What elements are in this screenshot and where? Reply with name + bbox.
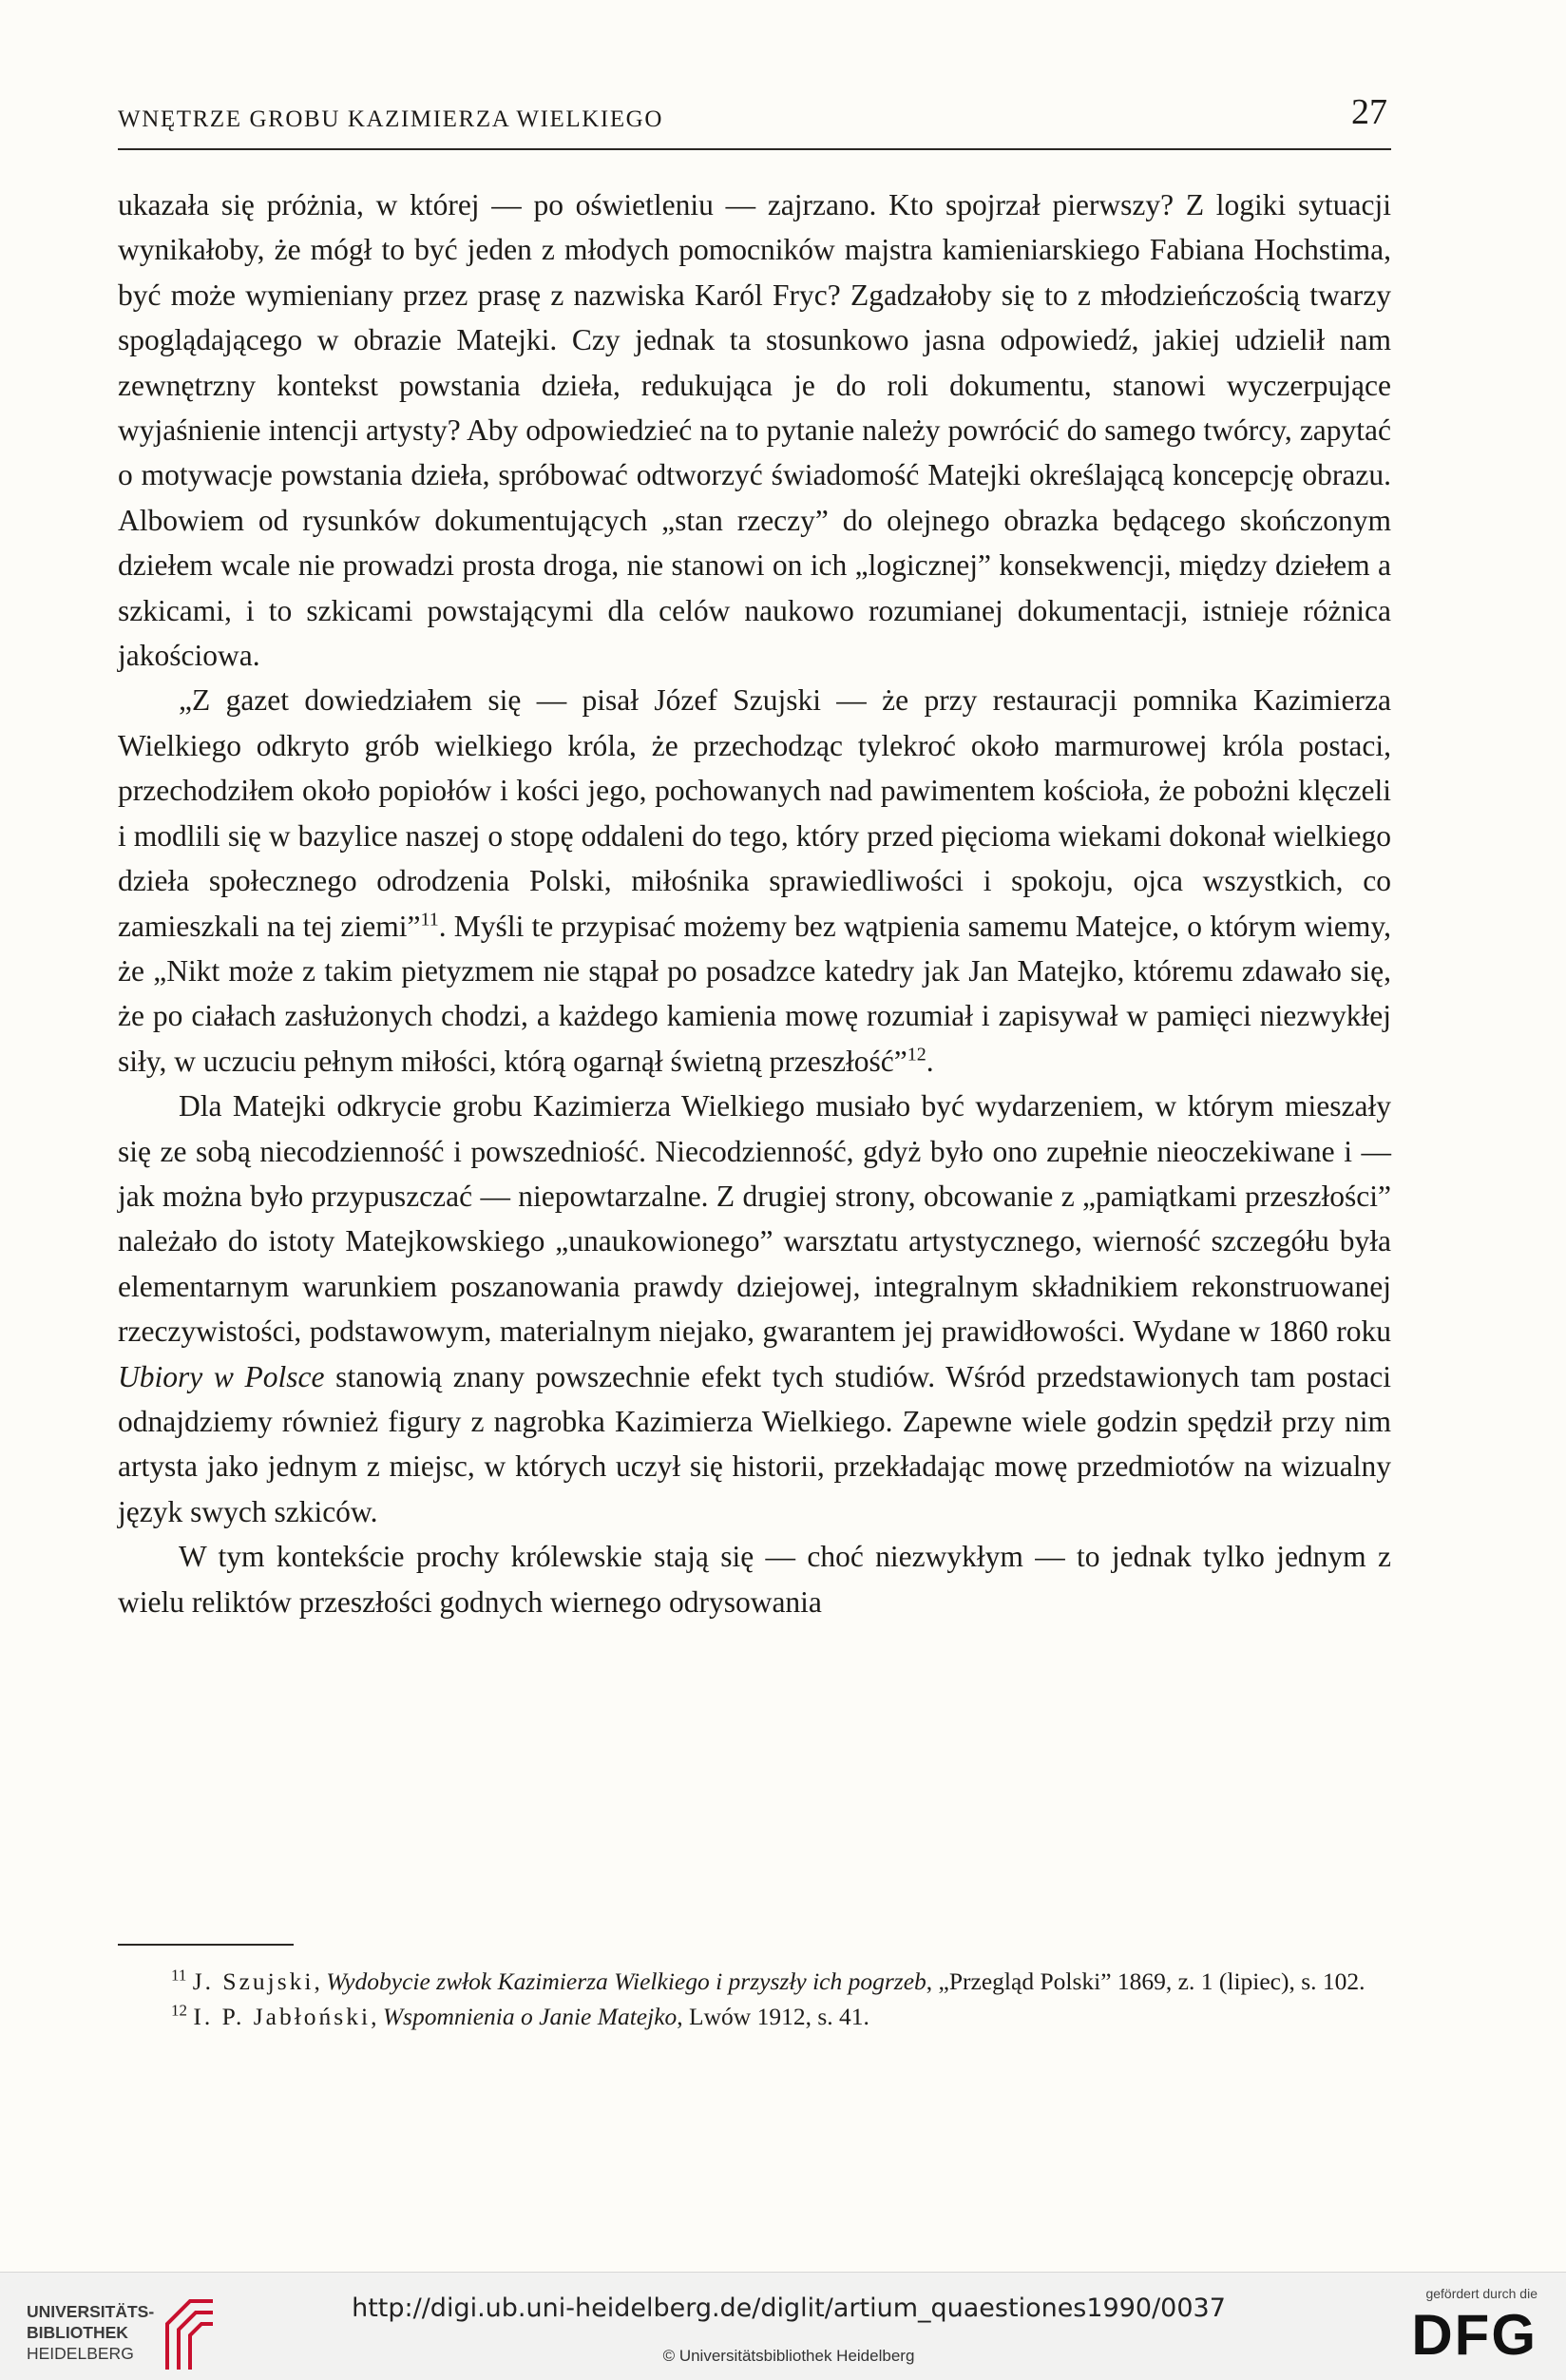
footnote-12: $^{12}$ I. P. Jabłoński, Wspomnienia o Janie Matejko, Lwów 1912, s. 41. (171, 2001, 869, 2030)
permalink-url[interactable]: http://digi.ub.uni-heidelberg.de/diglit/artium_quaestiones1990/0037 (352, 2294, 1226, 2323)
paragraph-4: W tym kontekście prochy królewskie stają się — choć niezwykłym — to jednak tylko jednym z wielu reliktów przeszłości godnych wiernego odrysowania (118, 1540, 1391, 1619)
footnote-number: 11 (171, 1966, 187, 1985)
page-number: 27 (1351, 92, 1387, 132)
dfg-logo[interactable] (1376, 2286, 1537, 2371)
library-name-line-2: BIBLIOTHEK (27, 2323, 128, 2342)
running-title: WNĘTRZE GROBU KAZIMIERZA WIELKIEGO (118, 106, 663, 132)
paragraph-2 (118, 678, 1391, 1084)
library-logo[interactable] (27, 2301, 245, 2371)
footnote-number: 12 (171, 2001, 187, 2020)
copyright-notice: © Universitätsbibliothek Heidelberg (662, 2347, 915, 2365)
paragraph-2-end: . (926, 1044, 934, 1078)
library-name (27, 2301, 154, 2364)
paragraph-2-text-cont: . Myśli te przypisać możemy bez wątpienia samemu Matejce, o którym wiemy, że „Nikt może z takim pietyzmem nie stąpał po posadzce katedry jak Jan Matejko, któremu zdawało się, że po ciałach zasłużonych chodzi, a każdego kamienia mowę rozumiał i zapisywał w pamięci niezwykłej siły, w uczuciu pełnym miłości, którą ogarnął świetną przeszłość” (118, 909, 1391, 1078)
paragraph-3-text: Dla Matejki odkrycie grobu Kazimierza Wielkiego musiało być wydarzeniem, w którym mieszały się ze sobą niecodzienność i powszedniość. Niecodzienność, gdyż było ono zupełnie nieoczekiwane i — jak można było przypuszczać — niepowtarzalne. Z drugiej strony, obcowanie z „pamiątkami przeszłości” należało do istoty Matejkowskiego „unaukowionego” warsztatu artystycznego, wierność szczegółu była elementarnym warunkiem poszanowania prawdy dziejowej, integralnym składnikiem rekonstruowanej rzeczywistości, podstawowym, materialnym niejako, gwarantem jej prawidłowości. Wydane w 1860 roku (118, 1089, 1391, 1349)
paragraph-1: ukazała się próżnia, w której — po oświetleniu — zajrzano. Kto spojrzał pierwszy? Z logiki sytuacji wynikałoby, że mógł to być jeden z młodych pomocników majstra kamieniarskiego Fabiana Hochstima, być może wymieniany przez prasę z nazwiska Karól Fryc? Zgadzałoby się to z młodzieńczością twarzy spoglądającego w obrazie Matejki. Czy jednak ta stosunkowo jasna odpowiedź, jakiej udzielił nam zewnętrzny kontekst powstania dzieła, redukująca je do roli dokumentu, stanowi wyczerpujące wyjaśnienie intencji artysty? Aby odpowiedzieć na to pytanie należy powrócić do samego twórcy, zapytać o motywacje powstania dzieła, spróbować odtworzyć świadomość Matejki określającą koncepcję obrazu. Albowiem od rysunków dokumentujących „stan rzeczy” do olejnego obrazka będącego skończonym dziełem wcale nie prowadzi prosta droga, nie stanowi on ich „logicznej” konsekwencji, między dziełem a szkicami, i to szkicami powstającymi dla celów naukowo rozumianej dokumentacji, istnieje różnica jakościowa. (118, 188, 1391, 673)
funding-caption: gefördert durch die (1425, 2286, 1537, 2301)
paragraph-3-text-cont: stanowią znany powszechnie efekt tych studiów. Wśród przedstawionych tam postaci odnajdziemy również figury z nagrobka Kazimierza Wielkiego. Zapewne wiele godzin spędził przy nim artysta jako jednym z miejsc, w których uczył się historii, przekładając mowę przedmiotów na wizualny język swych szkiców. (118, 1359, 1391, 1528)
library-name-line-1: UNIVERSITÄTS- (27, 2302, 155, 2321)
viewer-footer (0, 2272, 1566, 2380)
footnote-11: $^{11}$ J. Szujski, Wydobycie zwłok Kazimierza Wielkiego i przyszły ich pogrzeb, „Przegląd Polski” 1869, z. 1 (lipiec), s. 102. (171, 1966, 1365, 1995)
paragraph-3 (118, 1084, 1391, 1534)
running-head (118, 91, 1391, 150)
dfg-wordmark: DFG (1411, 2303, 1537, 2367)
footnote-rest: , Lwów 1912, s. 41. (677, 2003, 869, 2030)
body-text (118, 182, 1391, 1624)
library-emblem-icon (158, 2295, 219, 2371)
footnote-title: Wspomnienia o Janie Matejko (382, 2003, 678, 2030)
footnote-rule (118, 1944, 294, 1946)
footnotes (118, 1964, 1391, 2034)
footnote-title: Wydobycie zwłok Kazimierza Wielkiego i przyszły ich pogrzeb (326, 1967, 926, 1995)
footnote-author: I. P. Jabłoński (193, 2003, 372, 2030)
footnote-rest: , „Przegląd Polski” 1869, z. 1 (lipiec), s. 102. (926, 1967, 1365, 1995)
footnote-author: J. Szujski (192, 1967, 315, 1995)
footnote-ref-12: 12 (907, 1044, 926, 1065)
library-name-line-3: HEIDELBERG (27, 2344, 134, 2363)
book-title: Ubiory w Polsce (118, 1359, 325, 1393)
footnote-ref-11: 11 (420, 909, 439, 930)
paragraph-2-text: „Z gazet dowiedziałem się — pisał Józef Szujski — że przy restauracji pomnika Kazimierza Wielkiego odkryto grób wielkiego króla, że przechodząc tylekroć około marmurowej króla postaci, przechodziłem około popiołów i kości jego, pochowanych nad pawimentem kościoła, że pobożni klęczeli i modlili się w bazylice naszej o stopę oddaleni do tego, który przed pięcioma wiekami dokonał wielkiego dzieła społecznego odrodzenia Polski, miłośnika sprawiedliwości i spokoju, ojca wszystkich, co zamieszkali na tej ziemi” (118, 683, 1391, 943)
